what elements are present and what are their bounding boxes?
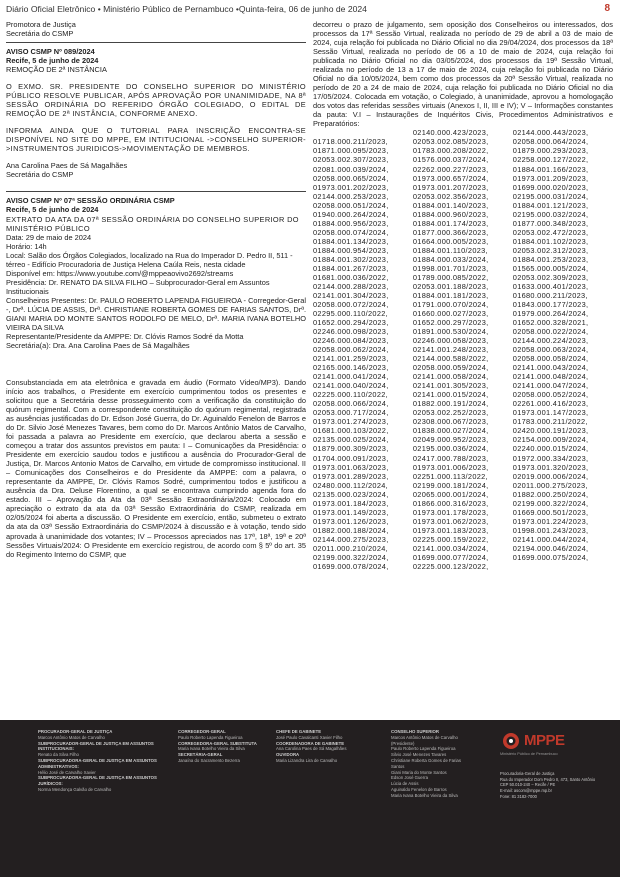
divider: [6, 42, 306, 43]
footer-heading: COORDENADORA DE GABINETE: [276, 740, 345, 746]
process-number: 01664.000.005/2023,: [412, 236, 489, 246]
process-number: 02053.000.717/2024,: [313, 408, 389, 418]
process-number: 01877.000.366/2023,: [412, 227, 489, 237]
footer-heading: SECRETÁRIA-GERAL: [178, 752, 223, 758]
process-number: 02420.000.191/2023,: [512, 426, 589, 436]
process-number: 01789.000.085/2022,: [412, 272, 489, 282]
process-number: 02011.000.210/2024,: [313, 543, 389, 553]
process-number: 02141.000.015/2024,: [412, 390, 489, 400]
logo-subtitle: Ministério Público de Pernambuco: [500, 752, 558, 757]
process-number: 02195.000.031/2024,: [512, 191, 589, 201]
aviso-089: [6, 47, 306, 179]
process-number: 02141.000.034/2024,: [412, 543, 489, 553]
footer-name: Paulo Roberto Lapenda Figueiroa: [178, 734, 243, 740]
footer-name: Silvio José Menezes Tavares: [391, 752, 447, 758]
process-number: 02308.000.067/2023,: [412, 417, 489, 427]
footer-name: Marcos Antônio Matos de Carvalho: [38, 734, 105, 740]
footer-heading: CHEFE DE GABINETE: [276, 729, 322, 734]
process-number: 02058.000.063/2024,: [512, 345, 589, 355]
process-number: 02195.000.032/2024,: [512, 209, 589, 219]
footer-name: (Presidente): [391, 740, 415, 746]
footer-heading: OUVIDORA: [276, 752, 300, 758]
process-number: 02141.001.305/2023,: [412, 381, 489, 391]
process-number: 01884.001.166/2023,: [512, 164, 589, 174]
footer-name: Santos: [391, 763, 405, 769]
process-number: 01884.000.954/2023,: [313, 245, 389, 255]
process-number: 01681.000.103/2022,: [313, 426, 389, 436]
process-number: 01973.001.183/2023,: [412, 525, 489, 535]
process-number: 02246.000.058/2023,: [412, 336, 489, 346]
process-number: 01998.001.701/2023,: [412, 263, 489, 273]
process-number: 01973.000.657/2024,: [412, 173, 489, 183]
session-detail: Local: Salão dos Órgãos Colegiados, localizado na Rua do Imperador D. Pedro II, 511 - térreo - Edifício Procuradoria de Justiça Helena Caúla Reis, nesta cidade: [6, 250, 293, 269]
process-number: 02144.000.275/2023,: [313, 534, 389, 544]
process-number: 01973.001.202/2023,: [313, 182, 389, 192]
process-number: 01973.001.207/2023,: [412, 182, 489, 192]
process-number: 02058.000.058/2024,: [512, 354, 589, 364]
process-number: 01884.001.302/2023,: [313, 254, 389, 264]
process-number: 02195.000.036/2024,: [412, 444, 489, 454]
process-number: 02053.002.252/2023,: [412, 408, 489, 418]
process-number: 02295.000.110/2022,: [313, 309, 389, 318]
process-number: 01882.000.188/2024,: [313, 525, 389, 535]
aviso-sessao-ordinaria: [6, 196, 306, 558]
process-number-grid: [313, 137, 613, 571]
footer-col-leadership: [38, 729, 170, 799]
process-number: 02058.000.052/2024,: [512, 390, 589, 400]
process-number: 01783.000.208/2022,: [412, 146, 489, 156]
header-title: Diário Oficial Eletrônico • Ministério Público de Pernambuco •Quinta-feira, 06 de junho de 2024: [6, 3, 367, 14]
process-number: 01998.001.243/2023,: [512, 525, 589, 535]
process-number: 01973.001.289/2023,: [313, 471, 389, 481]
session-detail: Presidência: Dr. RENATO DA SILVA FILHO – Subprocurador-Geral em Assuntos Institucionais: [6, 277, 270, 296]
process-number: 01884.001.140/2023,: [412, 200, 489, 210]
footer-heading: CORREGEDORA-GERAL SUBSTITUTA: [178, 740, 257, 746]
process-number: 02058.000.065/2024,: [313, 173, 389, 183]
footer-name: Renato da Silva Filho: [38, 752, 79, 758]
process-number: 02480.000.112/2024,: [313, 480, 389, 490]
process-number: 01652.000.297/2023,: [412, 318, 489, 328]
process-number: 02251.000.113/2022,: [412, 471, 488, 481]
process-number: 02261.000.416/2023,: [512, 399, 589, 409]
process-number: 02058.000.074/2024,: [313, 227, 389, 237]
process-number: 02144.000.588/2022,: [412, 354, 489, 364]
footer-heading: CONSELHO SUPERIOR: [391, 729, 439, 734]
process-number: 01884.000.956/2023,: [313, 218, 389, 228]
address-line: Procuradoria-Geral de Justiça: [500, 770, 555, 776]
process-number: 01884.001.110/2023,: [412, 245, 488, 255]
process-number: 02058.000.064/2024,: [512, 137, 589, 147]
process-number: 01669.000.501/2023,: [512, 507, 589, 517]
process-number: 02141.000.047/2024,: [512, 381, 589, 391]
process-number: 01973.001.006/2023,: [412, 462, 489, 472]
process-number: 01940.000.264/2024,: [313, 209, 389, 219]
footer-name: Marcos Antônio Matos de Carvalho: [391, 734, 458, 740]
process-number: 01973.001.224/2023,: [512, 516, 589, 526]
process-number: 01879.000.293/2023,: [512, 146, 589, 156]
footer-name: Ana Carolina Paes de Sá Magalhães: [276, 746, 347, 752]
page-header: [0, 0, 620, 18]
process-number: 01979.000.264/2024,: [512, 309, 589, 318]
process-number: 01699.000.075/2024,: [512, 552, 589, 562]
session-body: Consubstanciada em ata eletrônica e gravada em áudio (Formato Video/MP3). Dando início aos trabalhos, o Presidente em exercício cumprimentou todos os presentes e solicitou que a Secretária desse prosseguimento com a verificação da constituição do quórum regimental. Com a correspondente constituição do quórum regimental, registrada as ausências justificadas do Dr. Edson José Guerra, do Dr. Aguinaldo Fenelon de Barros e do Dr. Silvio José Menezes Tavares, bem como do Dr. Marcos Antônio Matos de Carvalho, foi passada a palavra ao Presidente em exercício, que declarou aberta a sessão e começou a tratar dos assuntos previstos em pauta: I – Comunicações da Presidência: o Presidente em exercício saudou todos e justificou a ausência do Procurador-Geral de Justiça, Dr. Marcos Antonio Matos de Carvalho, em virtude de compromisso institucional. II – Comunicações dos Conselheiros e do Presidente da AMPPE: com a palavra, o representante da AMPPE, Dr. Clóvis Ramos Sodré, cumprimentou todos e justificou a ausência da Dra. Deluse Florentino, a qual se encontrava cumprindo agenda fora do estado. III – Aprovação da Ata da 03ª Sessão Extraordinária/2024: Colocado em apreciação o extrato da ata da 03ª Sessão Extraordinária do CSMP, realizada em 02/05/2024 foi aberta a discussão. O Presidente em exercício, então, submeteu o extrato da ata da 03ª Sessão Extraordinária do CSMP/2024 à discussão e à votação, tendo sido aprovada à unanimidade dos votantes; IV – Processos apreciados nas 17ª, 18ª, 19ª e 20ª Sessões Virtuais/2024: O Presidente em exercício registrou, de acordo com § 5º do art. 35 do Regimento Interno do CSMP, que: [6, 377, 306, 559]
process-number: 01973.001.126/2023,: [313, 516, 389, 526]
process-number: 02058.000.051/2024,: [313, 200, 389, 210]
aviso-subject: EXTRATO DA ATA DA 07ª SESSÃO ORDINÁRIA DO CONSELHO SUPERIOR DO MINISTÉRIO PÚBLICO: [6, 214, 299, 233]
process-number: 01699.000.078/2024,: [313, 561, 389, 571]
process-number: 02053.001.188/2023,: [412, 281, 489, 291]
process-number: 01660.000.027/2023,: [412, 309, 489, 318]
process-number: 02058.000.022/2024,: [512, 327, 589, 337]
aviso-subject: REMOÇÃO DE 2ª INSTÂNCIA: [6, 65, 107, 75]
process-number: 02246.000.098/2023,: [313, 327, 389, 337]
process-number: 01882.000.250/2024,: [512, 489, 589, 499]
footer-name: Janaína do Sacramento Bezerra: [178, 757, 240, 763]
process-number: 01884.001.174/2023,: [412, 218, 489, 228]
aviso-title: AVISO CSMP Nº 089/2024: [6, 47, 95, 57]
footer-name: Hélio José de Carvalho Xavier: [38, 769, 96, 775]
mppe-brand: [500, 732, 610, 800]
process-number: 01973.001.274/2023,: [313, 417, 389, 427]
process-number: 02058.000.059/2024,: [412, 363, 489, 373]
process-number: 02135.000.025/2024,: [313, 435, 389, 445]
mppe-logo: [500, 732, 610, 750]
process-number: 02058.000.062/2024,: [313, 345, 389, 355]
footer-name: Norma Mendonça Galvão de Carvalho: [38, 786, 112, 792]
process-number: 02144.000.288/2023,: [313, 281, 389, 291]
footer-name: Maria Ivana Botelho Vieira da Silva: [178, 746, 245, 752]
process-number: 02049.000.952/2023,: [412, 435, 489, 445]
process-number: 01783.000.211/2022,: [512, 417, 588, 427]
process-number: 02417.000.788/2023,: [412, 453, 489, 463]
aviso-date: Recife, 5 de junho de 2024: [6, 56, 99, 66]
process-number: 02240.000.015/2024,: [512, 444, 589, 454]
process-number: 02141.001.259/2023,: [313, 354, 389, 364]
process-number: 01871.000.095/2023,: [313, 146, 389, 156]
process-number: 02011.000.275/2023,: [512, 480, 588, 490]
process-number: 01704.000.091/2023,: [313, 453, 389, 463]
process-number: 01565.000.005/2024,: [512, 263, 589, 273]
process-number: 02141.000.058/2024,: [412, 372, 489, 382]
process-number: 02053.002.085/2023,: [412, 137, 489, 147]
process-number: 02199.000.322/2024,: [512, 498, 589, 508]
session-link[interactable]: Disponível em: https://www.youtube.com/@mppeaovivo2692/streams: [6, 268, 234, 278]
footer-heading: SUBPROCURADORA-GERAL DE JUSTIÇA EM ASSUNTOS JURÍDICOS:: [38, 775, 157, 787]
process-number: 02140.000.423/2023,: [412, 128, 489, 138]
process-number: 02144.000.443/2023,: [512, 128, 589, 138]
divider: [6, 191, 306, 192]
process-number: 02141.000.040/2024,: [313, 381, 389, 391]
process-number: 01884.000.960/2023,: [412, 209, 489, 219]
process-number: 01884.001.181/2023,: [412, 290, 489, 300]
aviso-paragraph: INFORMA AINDA QUE O TUTORIAL PARA INSCRIÇÃO ENCONTRA-SE DISPONÍVEL NO SITE DO MPPE, EM INTITUCIONAL ->CONSELHO SUPERIOR->INSTRUMENTOS JURIDICOS->MOVIMENTAÇÃO DE MEMBROS.: [6, 126, 306, 154]
process-number: 01877.000.348/2023,: [512, 218, 589, 228]
process-number: 02053.002.312/2023,: [512, 245, 589, 255]
process-number: 01884.001.267/2023,: [313, 263, 389, 273]
session-detail: Horário: 14h: [6, 241, 47, 251]
left-column: [6, 20, 306, 559]
process-number: 01699.000.020/2023,: [512, 182, 589, 192]
process-number: 02141.000.048/2024,: [512, 372, 589, 382]
footer-name: José Paulo Cavalcanti Xavier Filho: [276, 734, 343, 740]
process-number: 02053.002.309/2023,: [512, 272, 589, 282]
process-number: 01884.000.033/2024,: [412, 254, 489, 264]
footer-name: Christiane Roberta Gomes de Farias: [391, 757, 461, 763]
process-number: 01973.001.209/2023,: [512, 173, 589, 183]
process-number: 02225.000.110/2022,: [313, 390, 389, 400]
process-number: 02141.000.041/2024,: [313, 372, 389, 382]
process-number: 01973.001.063/2023,: [313, 462, 389, 472]
process-number: 01973.001.184/2023,: [313, 498, 389, 508]
signature-role: Promotora de Justiça: [6, 20, 76, 29]
process-number: 01791.000.070/2024,: [412, 299, 489, 309]
mppe-emblem-icon: [500, 732, 522, 750]
process-number: 02144.000.224/2023,: [512, 336, 589, 346]
process-number: 02246.000.084/2023,: [313, 336, 389, 346]
footer-col-gabinete: [276, 729, 383, 799]
process-number: 01882.000.191/2024,: [412, 399, 489, 409]
process-number: 01884.001.121/2023,: [512, 200, 589, 210]
session-detail: Conselheiros Presentes: Dr. PAULO ROBERTO LAPENDA FIGUEIROA - Corregedor-Geral -, Drª. LÚCIA DE ASSIS, Drª. CHRISTIANE ROBERTA GOMES DE FARIAS SANTOS, Drª. GIANI MARIA DO MONTE SANTOS RODOLFO DE MELO, Drª. MARIA IVANA BOTELHO VIEIRA DA SILVA: [6, 295, 306, 332]
process-number: 01973.001.178/2023,: [412, 507, 489, 517]
process-number: 02141.000.044/2024,: [512, 534, 589, 544]
process-number: 01879.000.309/2023,: [313, 444, 389, 454]
process-number: 01681.000.036/2022,: [313, 272, 389, 282]
aviso-date: Recife, 5 de junho de 2024: [6, 205, 99, 215]
process-number: 01680.000.211/2023,: [512, 290, 588, 300]
footer-name: Maria Lizandra Lira de Carvalho: [276, 757, 338, 763]
process-number: 01576.000.037/2024,: [412, 155, 489, 165]
process-number: 01866.000.316/2023,: [412, 498, 489, 508]
session-body-continued: decorreu o prazo de julgamento, sem oposição dos Conselheiros ou interessados, dos processos da 17ª Sessão Virtual, realizada no período de 29 de abril a 03 de maio de 2024, cuja relação foi publicada no Diário Oficial no dia 29/04/2024, dos processos da 18ª Sessão Virtual, realizada no período de 06 a 10 de maio de 2024, cuja relação foi publicada no Diário Oficial no dia 03/05/2024, dos processos da 19ª Sessão Virtual, realizada no período de 13 a 17 de maio de 2024, cuja relação foi publicada no Diário Oficial no dia 10/05/2024, bem como dos processos da 20ª Sessão Virtual, realizada no período de 20 a 24 de maio de 2024, cuja relação foi publicada no Diário Oficial no dia 17/05/2024. Colocada em votação, o Colegiado, à unanimidade, aprovou a homologação dos votos das referidas sessões virtuais (Anexos I, II, III e IV); V – Informações constantes da pauta: V.I – Instaurações de Inquéritos Civis, Procedimentos Administrativos e Preparatórios:: [313, 20, 613, 129]
footer-name: Aguinaldo Fenelon de Barros: [391, 786, 447, 792]
process-number: 01973.001.062/2023,: [412, 516, 489, 526]
footer-name: Lúcia de Assis: [391, 781, 419, 787]
process-number: 02199.000.322/2024,: [313, 552, 389, 562]
process-number: 02058.000.072/2024,: [313, 299, 389, 309]
process-number: 02199.000.181/2024,: [412, 480, 489, 490]
process-number: 02225.000.123/2022,: [412, 561, 489, 571]
address-line: Rua do Imperador Dom Pedro II, 473, Santo Antônio: [500, 776, 596, 782]
session-detail: Representante/Presidente da AMPPE: Dr. Clóvis Ramos Sodré da Motta: [6, 331, 244, 341]
process-number: 02141.001.248/2023,: [412, 345, 489, 355]
process-number: 01843.000.177/2023,: [512, 299, 589, 309]
process-number-list: [313, 128, 613, 137]
footer-heading: PROCURADOR-GERAL DE JUSTIÇA: [38, 729, 113, 734]
process-number: 01891.000.530/2024,: [412, 327, 489, 337]
process-number: 02154.000.009/2024,: [512, 435, 589, 445]
process-number: 02165.000.146/2023,: [313, 363, 389, 373]
process-number: 02053.002.356/2023,: [412, 191, 489, 201]
process-number: 02258.000.127/2022,: [512, 155, 589, 165]
footer-heading: CORREGEDOR-GERAL: [178, 729, 226, 734]
footer-name: Edson José Guerra: [391, 775, 429, 781]
process-number: 01973.001.147/2023,: [512, 408, 589, 418]
process-number: [313, 128, 413, 137]
footer-col-conselho: [391, 729, 501, 799]
signature-top: [6, 20, 306, 38]
process-number: 01838.000.027/2024,: [412, 426, 489, 436]
address-line: E-mail: ascom@mppe.mp.br: [500, 788, 552, 794]
aviso-title: AVISO CSMP Nº 07ª SESSÃO ORDINÁRIA CSMP: [6, 196, 175, 206]
aviso-paragraph: O EXMO. SR. PRESIDENTE DO CONSELHO SUPERIOR DO MINISTÉRIO PÚBLICO RESOLVE PUBLICAR, APÓS APROVAÇÃO POR UNANIMIDADE, NA 8ª SESSÃO ORDINÁRIA DO REFERIDO ÓRGÃO COLEGIADO, O EDITAL DE REMOÇÃO DE 2ª INSTÂNCIA, CONFORME ANEXO.: [6, 82, 306, 119]
process-number: 01699.000.077/2024,: [412, 552, 489, 562]
process-number: 02135.000.023/2024,: [313, 489, 389, 499]
process-number: 02053.002.307/2023,: [313, 155, 389, 165]
footer-name: Giani Maria do Monte Santos: [391, 769, 447, 775]
process-number: 01884.001.134/2023,: [313, 236, 389, 246]
signature-name: Ana Carolina Paes de Sá Magalhães: [6, 161, 128, 171]
address-line: Fone: 81 3182-7000: [500, 793, 537, 799]
session-detail: Data: 29 de maio de 2024: [6, 232, 92, 242]
process-number: 02081.000.039/2024,: [313, 164, 389, 174]
process-number: 02141.001.304/2023,: [313, 290, 389, 300]
process-number: 02065.000.001/2024,: [412, 489, 489, 499]
process-number: 01972.000.334/2023,: [512, 453, 589, 463]
process-number: 01973.001.320/2023,: [512, 462, 589, 472]
process-number: 02262.000.227/2023,: [412, 164, 489, 174]
process-number: 01884.001.253/2023,: [512, 254, 589, 264]
process-number: 01652.000.294/2023,: [313, 318, 389, 328]
footer-name: Paulo Roberto Lapenda Figueiroa: [391, 746, 456, 752]
process-number: 01973.001.149/2023,: [313, 507, 389, 517]
process-number: 02225.000.159/2022,: [412, 534, 489, 544]
session-detail: Secretária(a): Dra. Ana Carolina Paes de Sá Magalhães: [6, 340, 190, 350]
process-number: 01633.000.401/2023,: [512, 281, 589, 291]
logo-text: MPPE: [524, 732, 565, 749]
address-line: CEP 50.010-240 – Recife / PE: [500, 782, 556, 788]
process-number: 02144.000.253/2023,: [313, 191, 389, 201]
process-number: 02058.000.066/2024,: [313, 399, 389, 409]
page-number: 8: [604, 2, 610, 14]
footer-address: [500, 771, 610, 800]
process-number: 02194.000.046/2024,: [512, 543, 589, 553]
process-number: 02141.000.043/2024,: [512, 363, 589, 373]
footer-name: Maria Ivana Botelho Vieira da Silva: [391, 792, 458, 798]
process-number: 01718.000.211/2023,: [313, 137, 389, 147]
process-number: 01652.000.328/2021,: [512, 318, 589, 328]
process-number: 02019.000.006/2024,: [512, 471, 589, 481]
signature-role: Secretária do CSMP: [6, 170, 74, 180]
footer-col-corregedoria: [178, 729, 268, 799]
footer-heading: SUBPROCURADORA-GERAL DE JUSTIÇA EM ASSUNTOS ADMINISTRATIVOS:: [38, 757, 157, 769]
process-number: 02053.002.472/2023,: [512, 227, 589, 237]
footer: [0, 720, 620, 877]
signature-role: Secretária do CSMP: [6, 29, 74, 39]
right-column: [313, 20, 613, 571]
footer-heading: SUBPROCURADOR-GERAL DE JUSTIÇA EM ASSUNTOS INSTITUCIONAIS:: [38, 740, 154, 752]
process-number: 01884.001.102/2023,: [512, 236, 589, 246]
